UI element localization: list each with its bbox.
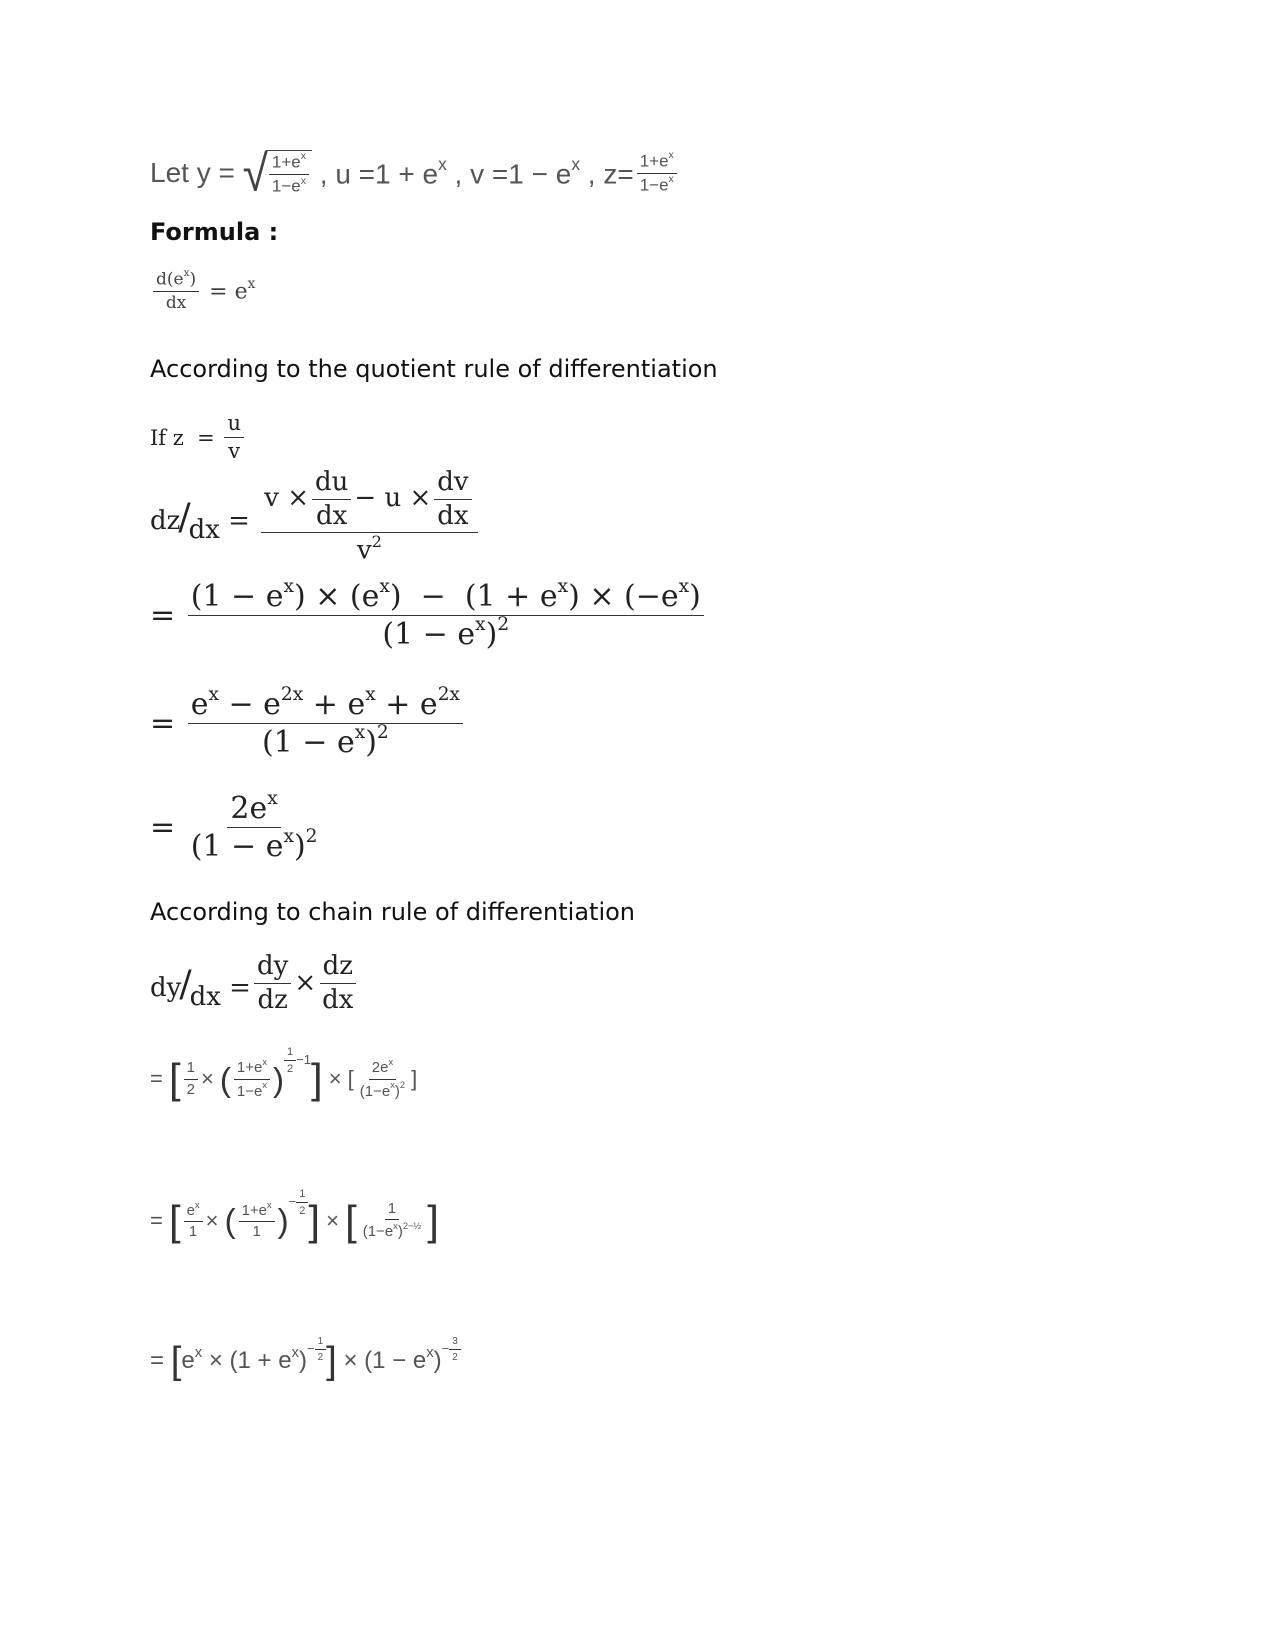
quotient-step-3: = $\frac{2e^x}{(1 - e^x)^2}$: [150, 788, 318, 864]
quotient-rule-text: According to the quotient rule of differentiation: [150, 355, 718, 383]
chain-step-2: = [ $\frac{e^x}{1}$ × ( $\frac{1+e^x}{1}$ ) − $\frac{1}{2}$ ] × [ $\frac{1}{(1-e^x)^{2-\frac{1}{2}}}$ ]: [150, 1188, 439, 1244]
quotient-rule-formula: dz/dx = v × $\frac{du}{dx}$ − u × $\frac{dv}{dx}$ $v^2$: [150, 468, 481, 565]
chain-step-1: = [ $\frac{1}{2}$ × ( $\frac{1+e^x}{1-e^x}$ ) $\frac{1}{2}$ −1 ] × [ $\frac{2e^x}{(1-e^x)^2}$ ]: [150, 1046, 418, 1103]
chain-step-3: = [ $e^x \times (1 + e^x)$ − $\frac{1}{2}$ ] × $(1 - e^x)$ − $\frac{3}{2}$: [150, 1342, 461, 1380]
formula-equation: $\frac{d(e^x)}{dx}$ = $e^x$: [150, 270, 255, 313]
square-root: √ $\frac{1+e^x}{1-e^x}$: [243, 150, 312, 197]
chain-rule-formula: dy/dx = $\frac{dy}{dz}$ × $\frac{dz}{dx}$: [150, 952, 359, 1014]
definition-line: Let y = √ $\frac{1+e^x}{1-e^x}$ , $u =1 + e^x$ , $v =1 - e^x$ , z= $\frac{1+e^x}{1-e^x}$: [150, 150, 680, 197]
formula-heading: Formula :: [150, 218, 279, 246]
quotient-step-2: = $\frac{e^x - e^{2x} + e^x + e^{2x}}{(1 - e^x)^2}$: [150, 688, 466, 759]
if-z-equation: If z = $\frac{u}{v}$: [150, 412, 247, 463]
quotient-step-1: = $\frac{(1 - e^x) \times (e^x) - (1 + e^x) \times (-e^x)}{(1 - e^x)^2}$: [150, 580, 707, 651]
chain-rule-text: According to chain rule of differentiation: [150, 898, 636, 926]
